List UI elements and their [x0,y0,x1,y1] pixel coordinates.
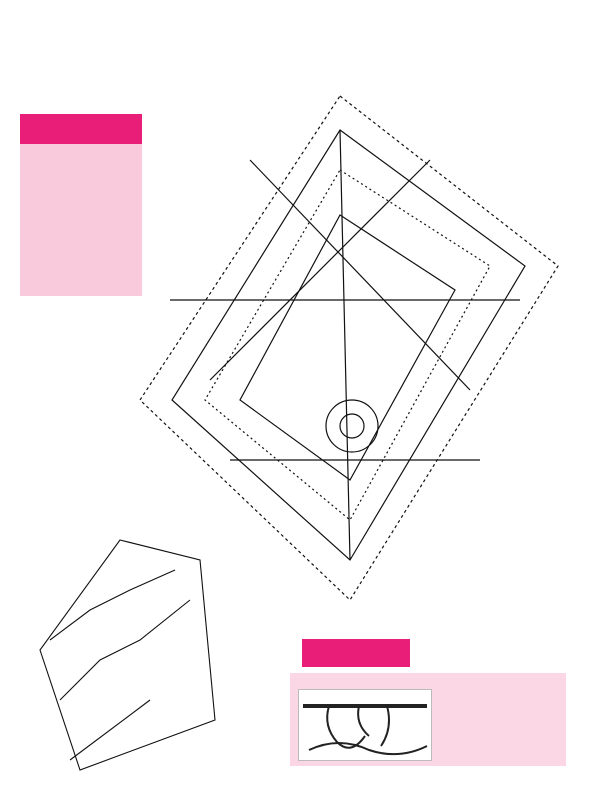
crochet-hook-illustration [298,689,432,761]
diagram10-motif [40,540,215,770]
tip1-heading [20,114,142,144]
tip1-panel [20,114,142,296]
diagram11-motif [140,96,558,600]
hook-drawing [299,690,431,760]
tip2-heading [302,639,410,667]
tip2-panel [290,633,566,766]
